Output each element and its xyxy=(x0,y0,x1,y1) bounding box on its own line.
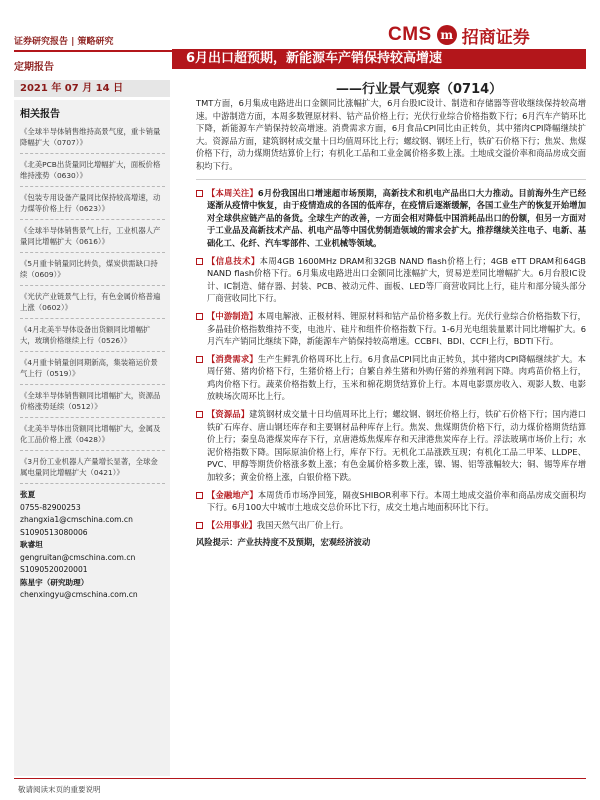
logo-chinese: 招商证券 xyxy=(461,27,530,48)
related-report[interactable]: 《5月重卡销量同比转负，煤炭供需缺口持续（0609）》 xyxy=(20,258,165,286)
square-bullet-icon xyxy=(196,492,203,499)
section-tag: 【本周关注】 xyxy=(207,187,258,198)
section-tag: 【中游制造】 xyxy=(207,310,258,321)
section-midstream xyxy=(196,310,586,348)
section-tag: 【信息技术】 xyxy=(207,255,260,266)
report-type: 定期报告 xyxy=(14,62,54,73)
section-text: 6月份我国出口增速超市场预期，高新技术和机电产品出口大力推动。目前海外生产已经逐渐从疫情中恢复，由于疫情造成的各国的低库存，在疫情后逐渐缓解，各国工业生产的恢复开始增加对全球供应链产品的备货。全球生产的改善，一方面会相对降低中国消耗品出口的份额，但另一方面对于工业品及高新技术产品、机电产品等中国优势制造领域的需求会扩大。推荐继续关注电子、电新、基础化工、化纤、汽车零部件、工业机械等领域。 xyxy=(207,187,586,248)
square-bullet-icon xyxy=(196,411,203,418)
related-report[interactable]: 《全球半导体销售维持高景气度，重卡销量降幅扩大（0707）》 xyxy=(20,126,165,154)
main-content xyxy=(196,97,586,549)
related-report[interactable]: 《北美PCB出货量同比增幅扩大，面板价格维持涨势（0630）》 xyxy=(20,159,165,187)
report-date: 2021 年 07 月 14 日 xyxy=(14,80,170,97)
related-report[interactable]: 《北美半导体出货额同比增幅扩大，金属及化工品价格上涨（0428）》 xyxy=(20,423,165,451)
report-title: 6月出口超预期，新能源车产销保持较高增速 xyxy=(172,49,586,69)
section-text: 本周4GB 1600MHz DRAM和32GB NAND flash价格上行；4GB eTT DRAM和64GB NAND flash价格下行。6月集成电路进出口金额同比涨幅扩大，贸易逆差同比增幅扩大。6月台股IC设计、IC制造、储存器、封装、PCB、被动元件、面板、LED等厂商营收同比上行，硅片和部分镜头部分厂商营收同比下行。 xyxy=(207,255,586,304)
section-tag: 【消费需求】 xyxy=(207,353,258,364)
related-report[interactable]: 《4月重卡销量创同期新高，集装箱运价景气上行（0519）》 xyxy=(20,357,165,385)
related-report[interactable]: 《4月北美半导体设备出货额同比增幅扩大，玻璃价格继续上行（0526）》 xyxy=(20,324,165,352)
summary-paragraph: TMT方面，6月集成电路进出口金额同比涨幅扩大，6月台股IC设计、制造和存储器等营收继续保持较高增速。中游制造方面，本周多数锂原材料、钴产品价格上行；光伏行业综合价格指数下行；6月汽车产销环比下降，新能源车产销保持较高增速。消费需求方面，6月食品CPI同比由正转负，其中猪肉CPI降幅继续扩大。资源品方面，建筑钢材成交量十日均值周环比上行；螺纹钢、钢坯上行，铁矿石价格下行；焦炭、焦煤价格下行，动力煤期货结算价上行；有机化工品和工业金属价格多数上涨。土地成交溢价率和商品房成交面积均下行。 xyxy=(196,97,586,180)
square-bullet-icon xyxy=(196,522,203,529)
author-name: 陈星宇（研究助理） xyxy=(20,577,89,587)
related-reports-heading: 相关报告 xyxy=(20,109,60,120)
footer-disclaimer: 敬请阅读末页的重要说明 xyxy=(18,785,101,794)
related-report[interactable]: 《全球半导体销售额同比增幅扩大，资源品价格涨势延续（0512）》 xyxy=(20,390,165,418)
author-email[interactable]: gengruitan@cmschina.com.cn xyxy=(20,552,136,562)
section-text: 我国天然气出厂价上行。 xyxy=(256,519,349,530)
risk-warning: 风险提示：产业扶持度不及预期，宏观经济波动 xyxy=(196,537,371,548)
author-cert: S1090513080006 xyxy=(20,527,88,537)
related-report[interactable]: 《光伏产业链景气上行，有色金属价格普遍上涨（0602）》 xyxy=(20,291,165,319)
author-name: 耿睿坦 xyxy=(20,540,43,549)
section-body xyxy=(207,187,586,250)
section-focus xyxy=(196,187,586,250)
author-name: 张夏 xyxy=(20,490,36,499)
section-text: 建筑钢材成交量十日均值周环比上行；螺纹钢、钢坯价格上行，铁矿石价格下行；国内港口铁矿石库存、唐山钢坯库存和主要钢材品种库存上行。焦炭、焦煤期货价格下行，动力煤价格期货结算价上行；秦皇岛港煤炭库存下行，京唐港炼焦煤库存和天津港焦炭库存上行。浮法玻璃市场价上行；水泥价格指数下降。国际原油价格上行，库存下行。无机化工品涨跌互现；有机化工品二甲苯、LLDPE、PVC、甲醇等期货价格涨多数上涨；有色金属价格多数上涨，镍、锡、铝等涨幅较大；铜、锡等库存增加较多；黄金价格上涨，白银价格下跌。 xyxy=(207,409,586,483)
author-cert: S1090520020001 xyxy=(20,565,88,574)
author-block xyxy=(20,489,165,602)
logo-latin: CMS xyxy=(388,24,432,45)
related-report[interactable]: 《3月份工业机器人产量增长显著，全球金属电量同比增幅扩大（0421）》 xyxy=(20,456,165,484)
section-finance xyxy=(196,489,586,514)
sidebar xyxy=(14,100,170,776)
section-resources xyxy=(196,408,586,484)
section-body xyxy=(207,408,586,484)
square-bullet-icon xyxy=(196,258,203,265)
logo-mark-icon: m xyxy=(437,25,457,45)
related-report[interactable]: 《包装专用设备产量同比保持较高增速，动力煤等价格上行（0623）》 xyxy=(20,192,165,220)
section-utilities xyxy=(196,519,586,532)
author-email[interactable]: zhangxia1@cmschina.com.cn xyxy=(20,515,133,524)
section-body xyxy=(207,255,586,305)
section-text: 本周电解液、正极材料、锂原材料和钴产品价格多数上行。光伏行业综合价格指数下行，多晶硅价格指数维持不变，电池片、硅片和组件价格指数下行。1-6月光电组装量累计同比增幅扩大。6月汽车产销同比继续下降，新能源车产销保持较高增速。CCBFI、BDI、CCFI上行，BDTI下行。 xyxy=(207,310,586,347)
report-category: 证券研究报告 | 策略研究 xyxy=(14,37,114,47)
square-bullet-icon xyxy=(196,190,203,197)
section-text: 本周货币市场净回笼，隔夜SHIBOR利率下行。本周土地成交溢价率和商品房成交面积均下行。6月100大中城市土地成交总价环比下行，成交土地占地面积环比下行。 xyxy=(207,489,586,513)
footer-divider xyxy=(14,778,586,779)
section-tag: 【资源品】 xyxy=(207,409,250,420)
section-it xyxy=(196,255,586,305)
section-tag: 【公用事业】 xyxy=(207,519,257,530)
square-bullet-icon xyxy=(196,356,203,363)
section-body xyxy=(207,353,586,403)
section-text: 生产生鲜乳价格周环比上行。6月食品CPI同比由正转负，其中猪肉CPI降幅继续扩大。本周仔猪、猪肉价格下行，生猪价格上行；自繁自养生猪和外购仔猪的养殖利润下降。肉鸡苗价格上行，鸡肉价格下行。蔬菜价格指数上行，玉米和棉花期货结算价上行。本周电影票房收入、观影人数、电影放映场次周环比上行。 xyxy=(207,353,586,402)
section-tag: 【金融地产】 xyxy=(207,489,258,500)
section-body xyxy=(207,489,586,514)
section-body xyxy=(207,519,348,532)
company-logo xyxy=(388,24,530,46)
author-email[interactable]: chenxingyu@cmschina.com.cn xyxy=(20,590,138,599)
section-body xyxy=(207,310,586,348)
section-consumer xyxy=(196,353,586,403)
report-subtitle: ——行业景气观察（0714） xyxy=(336,82,503,97)
related-report[interactable]: 《全球半导体销售景气上行，工业机器人产量同比增幅扩大（0616）》 xyxy=(20,225,165,253)
square-bullet-icon xyxy=(196,313,203,320)
author-phone: 0755-82900253 xyxy=(20,502,81,512)
